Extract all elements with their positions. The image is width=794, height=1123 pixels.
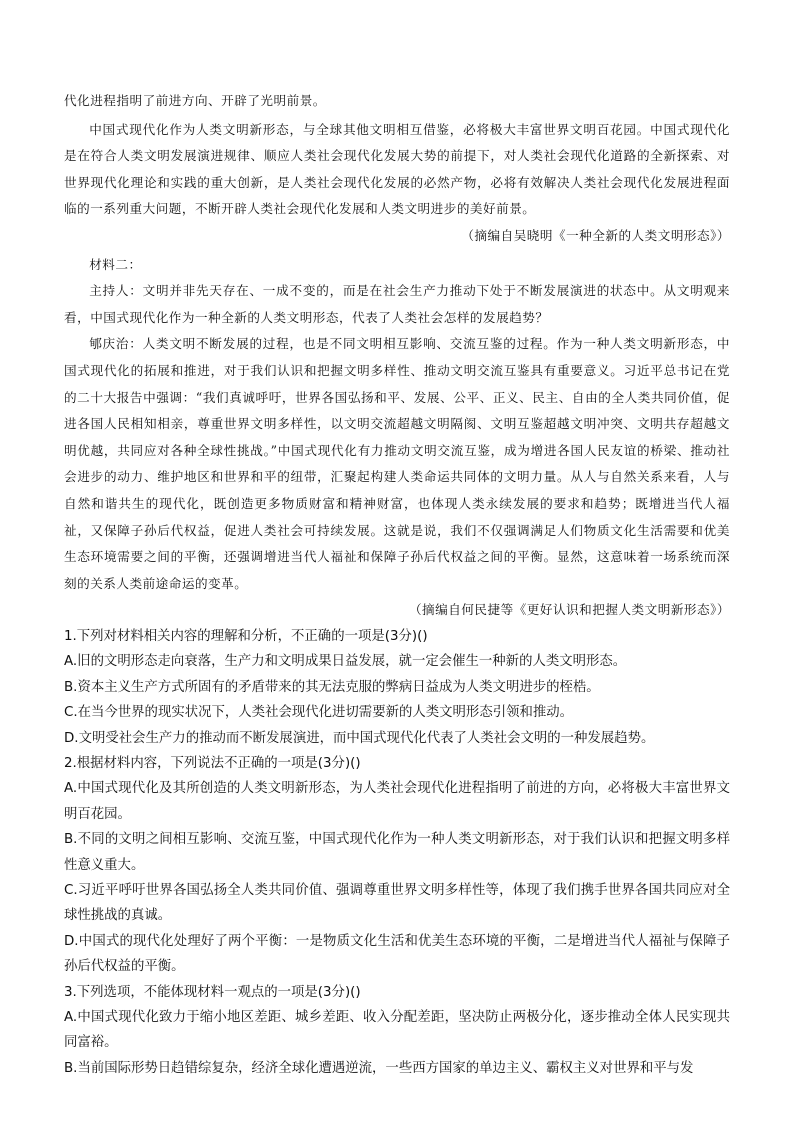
question-list [64,624,730,1081]
question-3-option-a: A.中国式现代化致力于缩小地区差距、城乡差距、收入分配差距，坚决防止两极分化，逐步推动全体人民实现共同富裕。 [64,1009,730,1051]
document-page [64,88,730,1081]
question-1-option-d: D.文明受社会生产力的推动而不断发展演进，而中国式现代化代表了人类社会文明的一种发展趋势。 [64,730,655,746]
question-3-stem: 3.下列选项，不能体现材料一观点的一项是(3分)() [64,984,361,1000]
question-2-stem: 2.根据材料内容，下列说法不正确的一项是(3分)() [64,755,361,771]
question-3-option-b: B.当前国际形势日趋错综复杂，经济全球化遭遇逆流，一些西方国家的单边主义、霸权主义对世界和平与发 [64,1060,694,1076]
material2-heading: 材料二： [89,256,142,272]
question-1-option-a: A.旧的文明形态走向衰落，生产力和文明成果日益发展，就一定会催生一种新的人类文明形态。 [64,654,627,670]
question-2-option-a: A.中国式现代化及其所创造的人类文明新形态，为人类社会现代化进程指明了前进的方向，必将极大丰富世界文明百花园。 [64,781,730,822]
question-1-stem: 1.下列对材料相关内容的理解和分析，不正确的一项是(3分)() [64,628,428,644]
question-1-option-c: C.在当今世界的现实状况下，人类社会现代化进切需要新的人类文明形态引领和推动。 [64,705,574,721]
question-1-option-b: B.资本主义生产方式所固有的矛盾带来的其无法克服的弊病日益成为人类文明进步的桎梏。 [64,679,600,695]
host-question: 主持人：文明并非先天存在、一成不变的，而是在社会生产力推动下处于不断发展演进的状态中。从文明观来看，中国式现代化作为一种全新的人类文明形态，代表了人类社会怎样的发展趋势？ [64,283,730,325]
question-2-option-d: D.中国式的现代化处理好了两个平衡：一是物质文化生活和优美生态环境的平衡，二是增进当代人福祉与保障子孙后代权益的平衡。 [64,933,730,975]
material1-source: （摘编自吴晓明《一种全新的人类文明形态》） [461,227,730,243]
guest-answer: 郇庆治：人类文明不断发展的过程，也是不同文明相互影响、交流互鉴的过程。作为一种人类文明新形态，中国式现代化的拓展和推进，对于我们认识和把握文明多样性、推动文明交流互鉴具有重要意义。习近平总书记在党的二十大报告中强调：“我们真诚呼吁，世界各国弘扬和平、发展、公平、正义、民主、自由的全人类共同价值，促进各国人民相知相亲，尊重世界文明多样性，以文明交流超越文明隔阂、文明互鉴超越文明冲突、文明共存超越文明优越，共同应对各种全球性挑战。”中国式现代化有力推动文明交流互鉴，成为增进各国人民友谊的桥梁、推动社会进步的动力、维护地区和世界和平的纽带，汇聚起构建人类命运共同体的文明力量。从人与自然关系来看，人与自然和谐共生的现代化，既创造更多物质财富和精神财富，也体现人类永续发展的要求和趋势；既增进当代人福祉，又保障子孙后代权益，促进人类社会可持续发展。这就是说，我们不仅强调满足人们物质文化生活需要和优美生态环境需要之间的平衡，还强调增进当代人福祉和保障子孙后代权益之间的平衡。显然，这意味着一场系统而深刻的关系人类前途命运的变革。 [64,336,730,591]
question-2-option-c: C.习近平呼吁世界各国弘扬全人类共同价值、强调尊重世界文明多样性等，体现了我们携手世界各国共同应对全球性挑战的真诚。 [64,882,730,924]
material2-source: （摘编自何民捷等《更好认识和把握人类文明新形态》） [408,602,730,618]
material1-paragraph-tail: 代化进程指明了前进方向、开辟了光明前景。 [64,93,326,108]
material1-paragraph: 中国式现代化作为人类文明新形态，与全球其他文明相互借鉴，必将极大丰富世界文明百花园。中国式现代化是在符合人类文明发展演进规律、顺应人类社会现代化发展大势的前提下，对人类社会现代化道路的全新探索、对世界现代化理论和实践的重大创新，是人类社会现代化发展的必然产物，必将有效解决人类社会现代化发展进程面临的一系列重大问题，不断开辟人类社会现代化发展和人类文明进步的美好前景。 [64,121,730,217]
question-2-option-b: B.不同的文明之间相互影响、交流互鉴，中国式现代化作为一种人类文明新形态，对于我们认识和把握文明多样性意义重大。 [64,832,730,873]
